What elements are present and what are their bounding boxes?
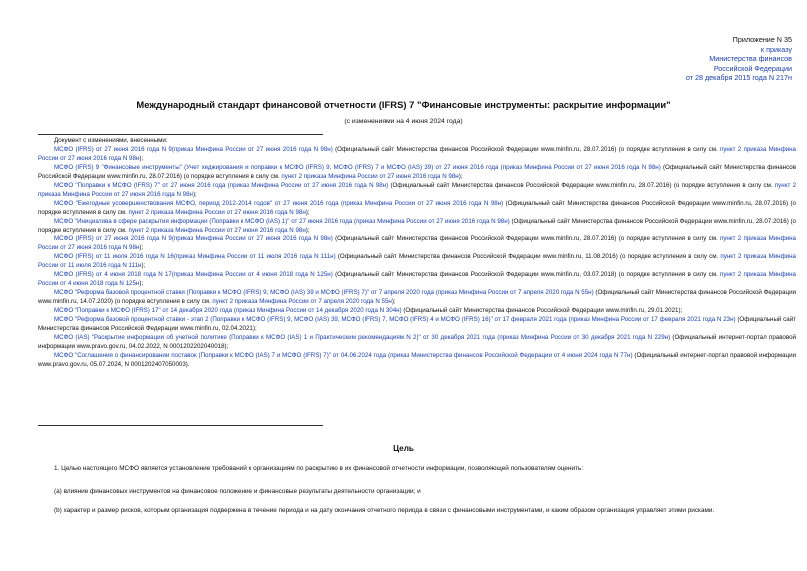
- paragraph-1: 1. Целью настоящего МСФО является установление требований к организациям по раскрытию в их финансовой отчетности информации, позволяющей пользователям оценить:: [54, 465, 584, 472]
- amendment-source: (Официальный интернет-портал правовой информации www.pravo.gov.ru, 04.02.2022, N 0001202202040018);: [38, 333, 796, 350]
- appendix-header: [686, 35, 792, 83]
- entry-tail: );: [141, 262, 146, 270]
- section-title: Цель: [393, 444, 414, 453]
- entry-tail: );: [139, 280, 144, 288]
- amendment-source: (Официальный сайт Министерства финансов Российской Федерации www.minfin.ru, 11.08.2016) (о порядке вступления в силу см.: [335, 253, 721, 261]
- amendment-source: (Официальный сайт Министерства финансов Российской Федерации www.minfin.ru, 28.07.2016) (о порядке вступления в силу см.: [38, 217, 796, 234]
- amendment-link[interactable]: МСФО "Соглашения о финансировании поставок (Поправки к МСФО (IAS) 7 и МСФО (IFRS) 7)" от 04.06.2024 года (приказ Министерства финансов Российской Федерации от 4 июня 2024 года N 77н): [54, 351, 633, 359]
- amendment-link[interactable]: МСФО (IFRS) от 11 июля 2016 года N 16(приказ Минфина России от 11 июля 2016 года N 111н): [54, 253, 336, 261]
- change-entry: [38, 182, 796, 200]
- change-entry: [38, 289, 796, 307]
- amendment-link[interactable]: МСФО (IFRS) от 27 июня 2016 года N 9(приказ Минфина России от 27 июня 2016 года N 98н): [54, 145, 333, 153]
- change-entry: [38, 164, 796, 182]
- amendment-link[interactable]: МСФО (IFRS) от 27 июня 2016 года N 9(приказ Минфина России от 27 июня 2016 года N 98н): [54, 235, 333, 243]
- amendment-source: (Официальный сайт Министерства финансов Российской Федерации www.minfin.ru, 28.07.2016) (о порядке вступления в силу см.: [332, 145, 720, 153]
- amendment-source: (Официальный сайт Министерства финансов Российской Федерации www.minfin.ru, 14.07.2020) (о порядке вступления в силу см.: [38, 289, 796, 306]
- change-entry: [38, 235, 796, 253]
- paragraph-b: (b) характер и размер рисков, которым организация подвержена в течение периода и на дату окончания отчетного периода в связи с финансовыми инструментами, и каким образом организация управляет этими рисками.: [54, 507, 715, 514]
- entry-tail: );: [458, 172, 463, 180]
- amendment-link[interactable]: МСФО "Инициатива в сфере раскрытия информации (Поправки к МСФО (IAS) 1)" от 27 июня 2016 года (приказ Минфина России от 27 июня 2016 года N 98н): [54, 217, 510, 225]
- effective-date-link[interactable]: пункт 2 приказа Минфина России от 27 июня 2016 года N 98н: [281, 172, 459, 180]
- change-entry: [38, 271, 796, 289]
- change-entry: [38, 352, 796, 370]
- amendment-source: (Официальный сайт Министерства финансов Российской Федерации www.minfin.ru, 03.07.2018) (о порядке вступления в силу см.: [332, 271, 720, 279]
- amendment-link[interactable]: МСФО "Реформа базовой процентной ставки - этап 2 (Поправки к МСФО (IFRS) 9, МСФО (IAS) 39, МСФО (IFRS) 7, МСФО (IFRS) 4 и МСФО (IFRS) 16)" от 17 февраля 2021 года (приказ Минфина России от 17 февраля 2021 года N 23н): [54, 316, 736, 324]
- amendment-link[interactable]: МСФО (IFRS) от 4 июня 2018 года N 17(приказ Минфина России от 4 июня 2018 года N 125н): [54, 271, 333, 279]
- appendix-number: Приложение N 35: [732, 35, 792, 44]
- document-title: Международный стандарт финансовой отчетности (IFRS) 7 "Финансовые инструменты: раскрытие информации": [136, 99, 671, 110]
- change-entry: [38, 253, 796, 271]
- order-date-link[interactable]: от 28 декабря 2015 года N 217н: [685, 73, 792, 82]
- amendment-source: (Официальный сайт Министерства финансов Российской Федерации www.minfin.ru, 02.04.2021);: [38, 316, 796, 333]
- effective-date-link[interactable]: пункт 2 приказа Минфина России от 27 июня 2016 года N 98н: [128, 208, 306, 216]
- amendment-link[interactable]: МСФО "Поправки к МСФО (IFRS) 7" от 27 июня 2016 года (приказ Минфина России от 27 июня 2016 года N 98н): [54, 181, 389, 189]
- document-subtitle: (с изменениями на 4 июня 2024 года): [344, 118, 463, 125]
- change-entry: [38, 316, 796, 334]
- ministry-link[interactable]: Министерства финансов: [709, 54, 792, 63]
- amendment-source: (Официальный сайт Министерства финансов Российской Федерации www.minfin.ru, 29.01.2021);: [401, 307, 683, 315]
- amendment-source: (Официальный сайт Министерства финансов Российской Федерации www.minfin.ru, 28.07.2016) (о порядке вступления в силу см.: [388, 181, 775, 189]
- amendment-source: (Официальный сайт Министерства финансов Российской Федерации www.minfin.ru, 28.07.2016) (о порядке вступления в силу см.: [332, 235, 720, 243]
- amendment-source: (Официальный сайт Министерства финансов Российской Федерации www.minfin.ru, 28.07.2016) (о порядке вступления в силу см.: [38, 199, 796, 216]
- entry-tail: );: [139, 154, 144, 162]
- top-divider: [38, 134, 323, 135]
- effective-date-link[interactable]: пункт 2 приказа Минфина России от 27 июня 2016 года N 98н: [38, 181, 797, 198]
- change-entry: [38, 200, 796, 218]
- effective-date-link[interactable]: пункт 2 приказа Минфина России от 4 июня 2018 года N 125н: [38, 271, 796, 288]
- change-entry: [38, 307, 796, 316]
- amendment-source: (Официальный сайт Министерства финансов Российской Федерации www.minfin.ru, 28.07.2016) (о порядке вступления в силу см.: [38, 163, 796, 180]
- entry-tail: );: [305, 208, 310, 216]
- change-entry: [38, 146, 796, 164]
- effective-date-link[interactable]: пункт 2 приказа Минфина России от 7 апреля 2020 года N 55н: [212, 298, 392, 306]
- amendment-link[interactable]: МСФО "Поправки к МСФО (IFRS) 17" от 14 декабря 2020 года (приказ Минфина России от 14 декабря 2020 года N 304н): [54, 307, 402, 315]
- paragraph-a: (a) влияние финансовых инструментов на финансовое положение и финансовые результаты деятельности организации; и: [54, 488, 421, 495]
- effective-date-link[interactable]: пункт 2 приказа Минфина России от 27 июня 2016 года N 98н: [38, 145, 796, 162]
- changes-list: [38, 137, 796, 370]
- amendment-link[interactable]: МСФО (IFRS) 9 "Финансовые инструменты" (Учет хеджирования и поправки к МСФО (IFRS) 9, МСФО (IFRS) 7 и МСФО (IAS) 39) от 27 июня 2016 года (приказ Минфина России от 27 июня 2016 года N 98н): [54, 163, 661, 171]
- effective-date-link[interactable]: пункт 2 приказа Минфина России от 27 июня 2016 года N 98н: [128, 226, 306, 234]
- entry-tail: );: [192, 190, 197, 198]
- change-entry: [38, 334, 796, 352]
- amendment-link[interactable]: МСФО (IAS) "Раскрытие информации об учетной политике (Поправки к МСФО (IAS) 1 и Практическим рекомендациям N 2)" от 30 декабря 2021 года (приказ Минфина России от 30 декабря 2021 года N 229н): [54, 333, 671, 341]
- changes-intro: Документ с изменениями, внесенными:: [54, 137, 168, 144]
- effective-date-link[interactable]: пункт 2 приказа Минфина России от 27 июня 2016 года N 98н: [38, 235, 796, 252]
- entry-tail: );: [305, 226, 310, 234]
- entry-tail: );: [391, 298, 396, 306]
- bottom-divider: [38, 425, 323, 426]
- amendment-link[interactable]: МСФО "Реформа базовой процентной ставки (Поправки к МСФО (IFRS) 9, МСФО (IAS) 39 и МСФО (IFRS) 7)" от 7 апреля 2020 года (приказ Минфина России от 7 апреля 2020 года N 55н): [54, 289, 594, 297]
- change-entry: [38, 218, 796, 236]
- effective-date-link[interactable]: пункт 2 приказа Минфина России от 11 июля 2016 года N 111н: [38, 253, 796, 270]
- amendment-source: (Официальный интернет-портал правовой информации www.pravo.gov.ru, 05.07.2024, N 0001202407050003).: [38, 351, 796, 368]
- federation-link[interactable]: Российской Федерации: [713, 63, 792, 73]
- amendment-link[interactable]: МСФО "Ежегодные усовершенствования МСФО, период 2012-2014 годов" от 27 июня 2016 года (приказ Минфина России от 27 июня 2016 года N 98н): [54, 199, 504, 207]
- order-link[interactable]: к приказу: [760, 44, 792, 54]
- entry-tail: );: [139, 244, 144, 252]
